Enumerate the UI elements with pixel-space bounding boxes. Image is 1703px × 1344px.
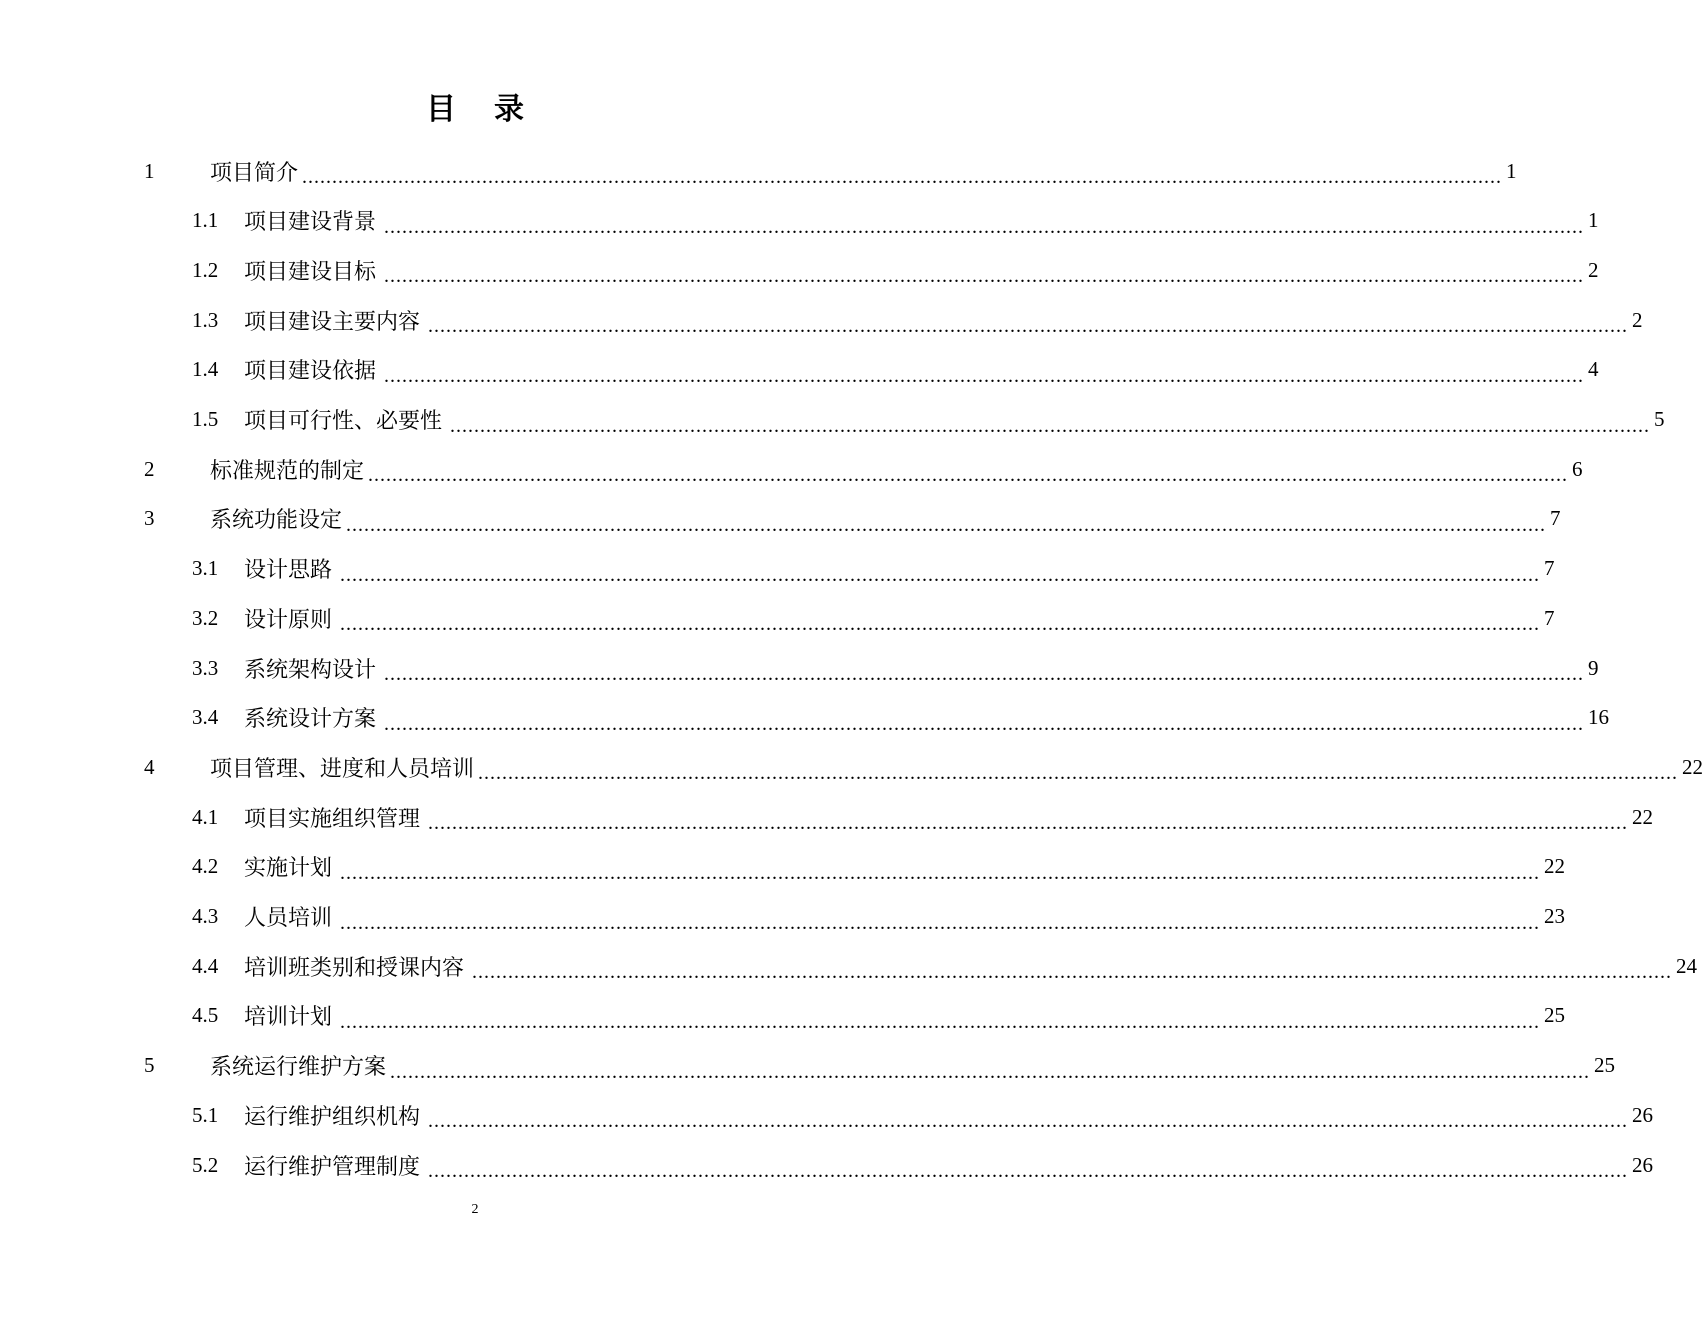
toc-entry-section[interactable]	[192, 544, 1555, 594]
toc-entry-title: 系统架构设计	[244, 657, 377, 683]
toc-entry-page: 24	[1676, 953, 1698, 978]
toc-entry-section[interactable]	[192, 245, 1599, 295]
toc-dot-leader: ........................................................................................................................................................................................................	[384, 364, 1585, 387]
toc-entry-number: 3	[144, 506, 155, 531]
toc-entry-number: 3.4	[192, 705, 219, 730]
toc-entry-page: 16	[1588, 705, 1610, 730]
toc-dot-leader: ........................................................................................................................................................................................................	[340, 613, 1541, 636]
toc-entry-section[interactable]	[192, 792, 1654, 842]
toc-entry-title: 项目建设主要内容	[244, 309, 421, 335]
toc-entry-section[interactable]	[192, 196, 1599, 246]
toc-entry-title: 培训班类别和授课内容	[244, 955, 465, 981]
toc-entry-number: 2	[144, 456, 155, 481]
toc-entry-title: 设计原则	[244, 607, 333, 633]
toc-entry-page: 22	[1682, 754, 1703, 779]
toc-entry-title: 系统设计方案	[244, 707, 377, 733]
toc-entry-page: 4	[1588, 357, 1599, 382]
toc-entry-number: 4.4	[192, 953, 219, 978]
toc-entry-number: 3.3	[192, 655, 219, 680]
toc-entry-title: 运行维护组织机构	[244, 1104, 421, 1130]
toc-entry-page: 6	[1572, 456, 1583, 481]
toc-entry-number: 1.1	[192, 208, 219, 233]
toc-entry-section[interactable]	[192, 395, 1665, 445]
toc-entry-section[interactable]	[192, 643, 1599, 693]
toc-entry-page: 22	[1544, 854, 1566, 879]
toc-dot-leader: ........................................................................................................................................................................................................	[340, 563, 1541, 586]
toc-entry-title: 项目建设背景	[244, 210, 377, 236]
toc-dot-leader: ........................................................................................................................................................................................................	[472, 961, 1673, 984]
toc-entry-number: 1.5	[192, 407, 219, 431]
toc-entry-title: 人员培训	[244, 906, 333, 931]
toc-entry-page: 7	[1544, 556, 1555, 581]
toc-entry-number: 1.2	[192, 257, 219, 282]
toc-entry-page: 26	[1632, 1102, 1654, 1127]
toc-entry-page: 2	[1632, 307, 1643, 332]
toc-entry-title: 项目建设目标	[244, 259, 377, 285]
toc-entry-section[interactable]	[192, 295, 1643, 345]
toc-entry-title: 项目管理、进度和人员培训	[210, 756, 475, 782]
toc-entry-number: 3.2	[192, 605, 219, 630]
toc-entry-page: 23	[1544, 904, 1566, 928]
toc-dot-leader: ........................................................................................................................................................................................................	[302, 166, 1503, 188]
toc-dot-leader: ........................................................................................................................................................................................................	[390, 1060, 1591, 1083]
toc-entry-number: 1.4	[192, 357, 219, 382]
toc-entry-chapter[interactable]	[144, 146, 1517, 196]
toc-entry-title: 项目实施组织管理	[244, 806, 421, 832]
page-number: 2	[471, 1202, 479, 1217]
toc-entry-page: 9	[1588, 655, 1599, 680]
toc-dot-leader: ........................................................................................................................................................................................................	[384, 712, 1585, 735]
toc-entry-page: 22	[1632, 804, 1654, 829]
toc-entry-chapter[interactable]	[144, 742, 1703, 792]
toc-entry-number: 1	[144, 158, 155, 183]
toc-dot-leader: ........................................................................................................................................................................................................	[478, 762, 1679, 785]
toc-entry-number: 1.3	[192, 307, 219, 332]
toc-dot-leader: ........................................................................................................................................................................................................	[428, 315, 1629, 338]
toc-entry-page: 25	[1544, 1003, 1566, 1028]
toc-entry-section[interactable]	[192, 892, 1566, 942]
toc-dot-leader: ........................................................................................................................................................................................................	[340, 1010, 1541, 1033]
toc-entry-section[interactable]	[192, 941, 1698, 991]
toc-entry-number: 4.3	[192, 904, 219, 928]
toc-dot-leader: ........................................................................................................................................................................................................	[450, 414, 1651, 437]
toc-entry-section[interactable]	[192, 593, 1555, 643]
toc-entry-title: 系统运行维护方案	[210, 1055, 387, 1081]
toc-entry-title: 项目建设依据	[244, 359, 377, 385]
toc-dot-leader: ........................................................................................................................................................................................................	[428, 1160, 1629, 1182]
toc-entry-number: 5	[144, 1053, 155, 1078]
toc-dot-leader: ........................................................................................................................................................................................................	[384, 265, 1585, 288]
toc-entry-page: 26	[1632, 1152, 1654, 1177]
toc-entry-chapter[interactable]	[144, 494, 1561, 544]
toc-entry-section[interactable]	[192, 693, 1610, 743]
toc-entry-page: 2	[1588, 257, 1599, 282]
toc-entry-page: 1	[1506, 158, 1517, 183]
page-title-char-1: 目	[426, 92, 456, 127]
toc-entry-page: 1	[1588, 208, 1599, 233]
toc-entry-number: 4.1	[192, 804, 219, 829]
toc-dot-leader: ........................................................................................................................................................................................................	[384, 215, 1585, 238]
toc-dot-leader: ........................................................................................................................................................................................................	[428, 812, 1629, 835]
toc-entry-number: 4.5	[192, 1003, 219, 1028]
toc-entry-title: 运行维护管理制度	[244, 1154, 421, 1180]
toc-entry-section[interactable]	[192, 1090, 1654, 1140]
toc-entry-number: 5.1	[192, 1102, 219, 1127]
toc-entry-chapter[interactable]	[144, 444, 1583, 494]
toc-dot-leader: ........................................................................................................................................................................................................	[346, 513, 1547, 536]
toc-dot-leader: ........................................................................................................................................................................................................	[340, 911, 1541, 934]
toc-entry-title: 系统功能设定	[210, 508, 343, 534]
toc-entry-number: 3.1	[192, 556, 219, 581]
toc-entry-page: 7	[1550, 506, 1561, 531]
page-title-char-2: 录	[494, 92, 524, 127]
toc-entry-page: 5	[1654, 407, 1665, 431]
toc-entry-title: 实施计划	[244, 856, 333, 882]
toc-entry-title: 项目可行性、必要性	[244, 409, 443, 434]
toc-dot-leader: ........................................................................................................................................................................................................	[368, 464, 1569, 487]
toc-entry-title: 设计思路	[244, 558, 333, 584]
toc-entry-number: 4.2	[192, 854, 219, 879]
toc-entry-title: 标准规范的制定	[210, 458, 365, 484]
toc-entry-section[interactable]	[192, 1140, 1654, 1190]
toc-entry-section[interactable]	[192, 345, 1599, 395]
page-title	[0, 88, 950, 132]
toc-entry-number: 5.2	[192, 1152, 219, 1177]
toc-entry-chapter[interactable]	[144, 1041, 1616, 1091]
toc-entry-number: 4	[144, 754, 155, 779]
toc-dot-leader: ........................................................................................................................................................................................................	[384, 663, 1585, 685]
toc-entry-section[interactable]	[192, 991, 1566, 1041]
toc-dot-leader: ........................................................................................................................................................................................................	[428, 1110, 1629, 1133]
toc-dot-leader: ........................................................................................................................................................................................................	[340, 861, 1541, 884]
toc-entry-page: 7	[1544, 605, 1555, 630]
toc-entry-title: 培训计划	[244, 1005, 333, 1031]
toc-entry-page: 25	[1594, 1053, 1616, 1078]
toc-entry-title: 项目简介	[210, 160, 299, 186]
toc-entry-section[interactable]	[192, 842, 1566, 892]
